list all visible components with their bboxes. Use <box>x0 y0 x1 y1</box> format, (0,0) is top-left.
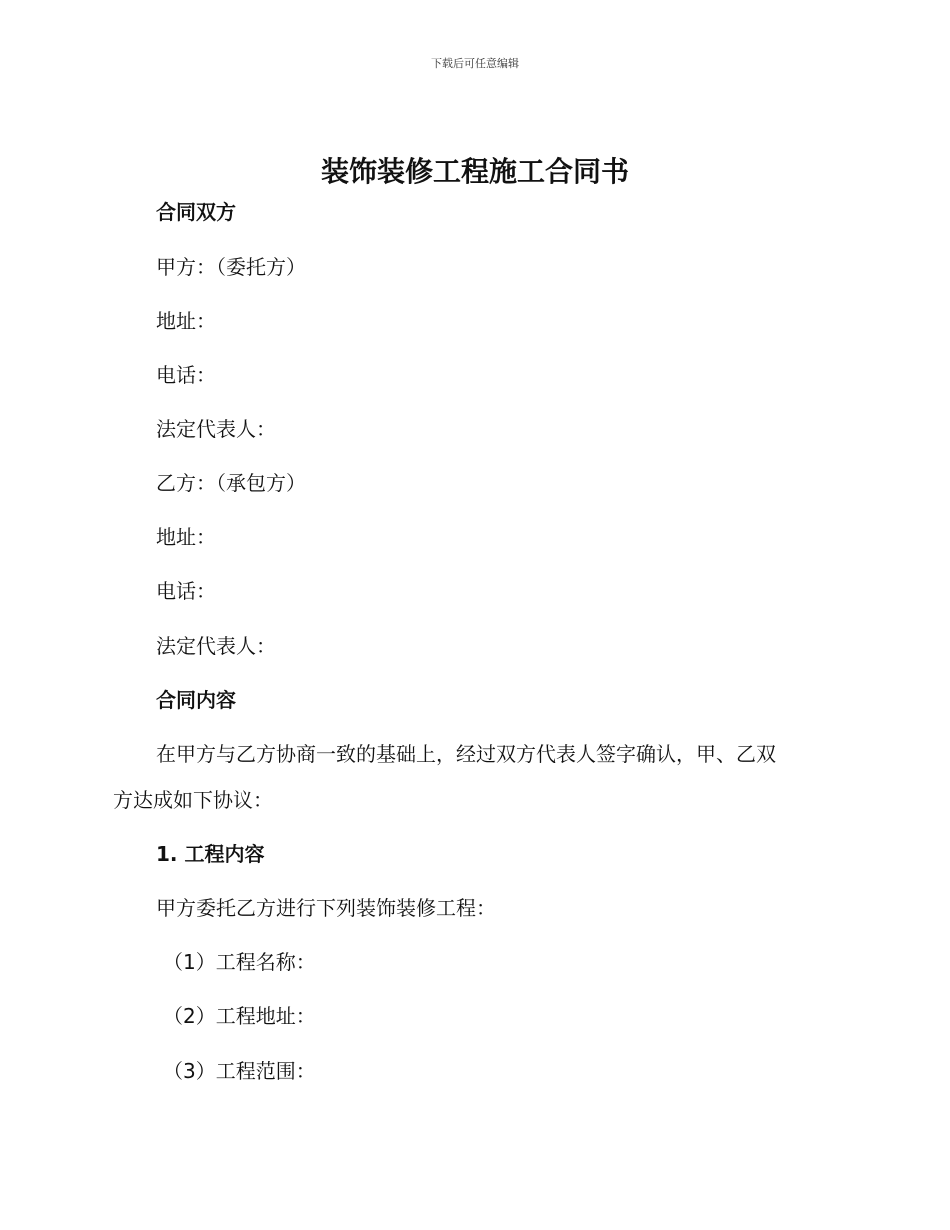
party-a-phone: 电话： <box>156 363 216 387</box>
party-a-address: 地址： <box>156 309 216 333</box>
parties-heading: 合同双方 <box>156 200 236 224</box>
work-content-heading: 1. 工程内容 <box>156 842 265 866</box>
party-b-representative: 法定代表人： <box>156 634 276 658</box>
document-title: 装饰装修工程施工合同书 <box>320 155 629 188</box>
party-b-line: 乙方：（承包方） <box>156 471 306 495</box>
content-paragraph-line-1: 在甲方与乙方协商一致的基础上，经过双方代表人签字确认，甲、乙双 <box>156 742 776 766</box>
content-paragraph-line-2: 方达成如下协议： <box>113 788 273 812</box>
content-heading: 合同内容 <box>156 688 236 712</box>
party-b-address: 地址： <box>156 525 216 549</box>
header-note: 下载后可任意编辑 <box>431 57 519 70</box>
work-item-name: （1）工程名称： <box>163 950 316 974</box>
party-b-phone: 电话： <box>156 579 216 603</box>
party-a-line: 甲方：（委托方） <box>156 255 306 279</box>
work-item-address: （2）工程地址： <box>163 1004 316 1028</box>
work-item-scope: （3）工程范围： <box>163 1059 316 1083</box>
party-a-representative: 法定代表人： <box>156 417 276 441</box>
work-intro: 甲方委托乙方进行下列装饰装修工程： <box>156 896 496 920</box>
